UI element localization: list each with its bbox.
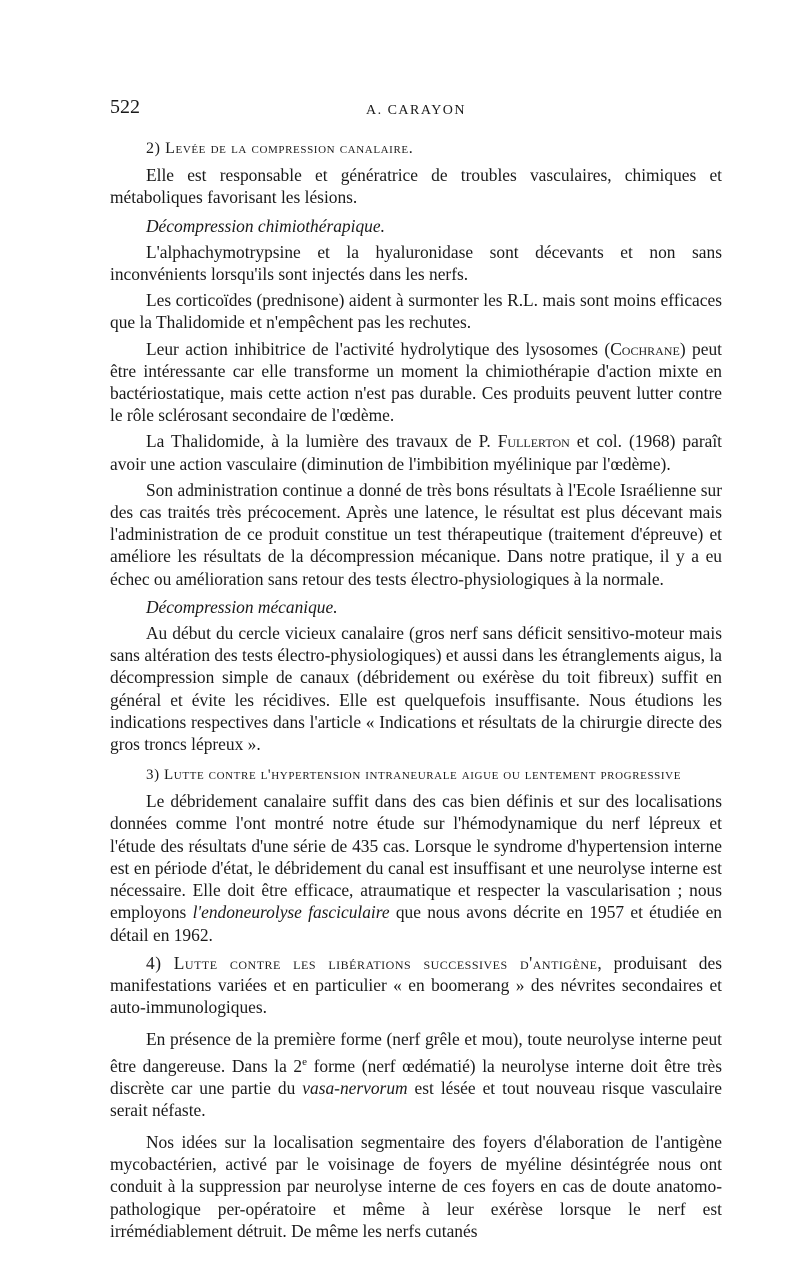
section-3-heading: 3) Lutte contre l'hypertension intraneurale aigue ou lentement progressive [146, 767, 682, 784]
text-run: forme (nerf œdématié) la neurolyse interne doit être très discrète car une partie du [110, 1055, 722, 1098]
paragraph [110, 790, 722, 945]
paragraph [110, 952, 722, 1019]
author-name: Cochrane [610, 338, 680, 359]
subheading-decompression-chimio: Décompression chimiothérapique. [146, 215, 385, 236]
paragraph [110, 430, 722, 474]
paragraph [110, 338, 722, 427]
text-run: La Thalidomide, à la lumière des travaux de P. [146, 431, 498, 452]
author-name: Fullerton [497, 431, 570, 452]
text-run: En présence de la première forme (nerf grêle et mou), toute neurolyse interne peut être dangereuse. Dans la 2 [110, 1029, 722, 1076]
page-header [110, 96, 722, 126]
text-run: ) peut être intéressante car elle transforme un moment la chimiothérapie d'action mixte en bactériostatique, mais cette action n'est pas durable. Ces produits peuvent lutter contre le rôle sclérosant secondaire de l'œdème. [110, 338, 722, 426]
emphasis: l'endoneurolyse fasciculaire [192, 902, 390, 923]
superscript: e [302, 1055, 307, 1068]
text-run: et col. (1968) paraît avoir une action vasculaire (diminution de l'imbibition myélinique par l'œdème). [110, 431, 722, 474]
paragraph: Elle est responsable et génératrice de troubles vasculaires, chimiques et métaboliques favorisant les lésions. [110, 165, 722, 208]
paragraph: Son administration continue a donné de très bons résultats à l'Ecole Israélienne sur des cas traités très précocement. Après une latence, le résultat est plus décevant mais l'administration de ce produit constitue un test thérapeutique (traitement d'épreuve) et améliore les résultats de la décompression mécanique. Dans notre pratique, il y a eu échec ou amélioration sans retour des tests électro-physiologiques à la normale. [110, 479, 722, 589]
paragraph: Nos idées sur la localisation segmentaire des foyers d'élaboration de l'antigène mycobactérien, activé par le voisinage de foyers de myéline désintégrée nous ont conduit à la suppression par neurolyse interne de ces foyers en cas de doute anatomo-pathologique per-opératoire et même à leur exérèse lorsque le nerf est irrémédiablement détruit. De même les nerfs cutanés [110, 1131, 722, 1241]
text-run: , produisant des manifestations variées et en particulier « en boomerang » des névrites secondaires et auto-immunologiques. [110, 952, 722, 1018]
body-text [110, 138, 722, 1242]
paragraph: Au début du cercle vicieux canalaire (gros nerf sans déficit sensitivo-moteur mais sans altération des tests électro-physiologiques) et aussi dans les étranglements aigus, la décompression simple de canaux (débridement ou exérèse du toit fibreux) suffit en général et évite les récidives. Elle est quelquefois insuffisante. Nous étudions les indications respectives dans l'article « Indications et résultats de la chirurgie directe des gros troncs lépreux ». [110, 623, 722, 755]
section-4-heading: 4) Lutte contre les libérations successives d'antigène [146, 952, 598, 973]
paragraph [110, 1028, 722, 1121]
emphasis: vasa-nervorum [302, 1077, 408, 1098]
page-number: 522 [110, 96, 140, 118]
text-run: Le débridement canalaire suffit dans des cas bien définis et sur des localisations données comme l'ont montré notre étude sur l'hémodynamique du nerf lépreux et l'étude des résultats d'une série de 435 cas. Lorsque le syndrome d'hypertension interne est en période d'état, le débridement du canal est insuffisant et une neurolyse interne est nécessaire. Elle doit être efficace, atraumatique et respecter la vascularisation ; nous employons [110, 791, 722, 923]
text-run: Leur action inhibitrice de l'activité hydrolytique des lysosomes ( [146, 338, 611, 359]
section-2-heading: 2) Levée de la compression canalaire. [146, 140, 414, 157]
paragraph: L'alphachymotrypsine et la hyaluronidase sont décevants et non sans inconvénients lorsqu'ils sont injectés dans les nerfs. [110, 241, 722, 285]
text-run: est lésée et tout nouveau risque vasculaire serait néfaste. [110, 1077, 722, 1120]
text-run: que nous avons décrite en 1957 et étudiée en détail en 1962. [110, 902, 723, 945]
subheading-decompression-meca: Décompression mécanique. [146, 596, 338, 617]
running-head: A. CARAYON [365, 103, 467, 118]
paragraph: Les corticoïdes (prednisone) aident à surmonter les R.L. mais sont moins efficaces que la Thalidomide et n'empêchent pas les rechutes. [110, 290, 722, 333]
